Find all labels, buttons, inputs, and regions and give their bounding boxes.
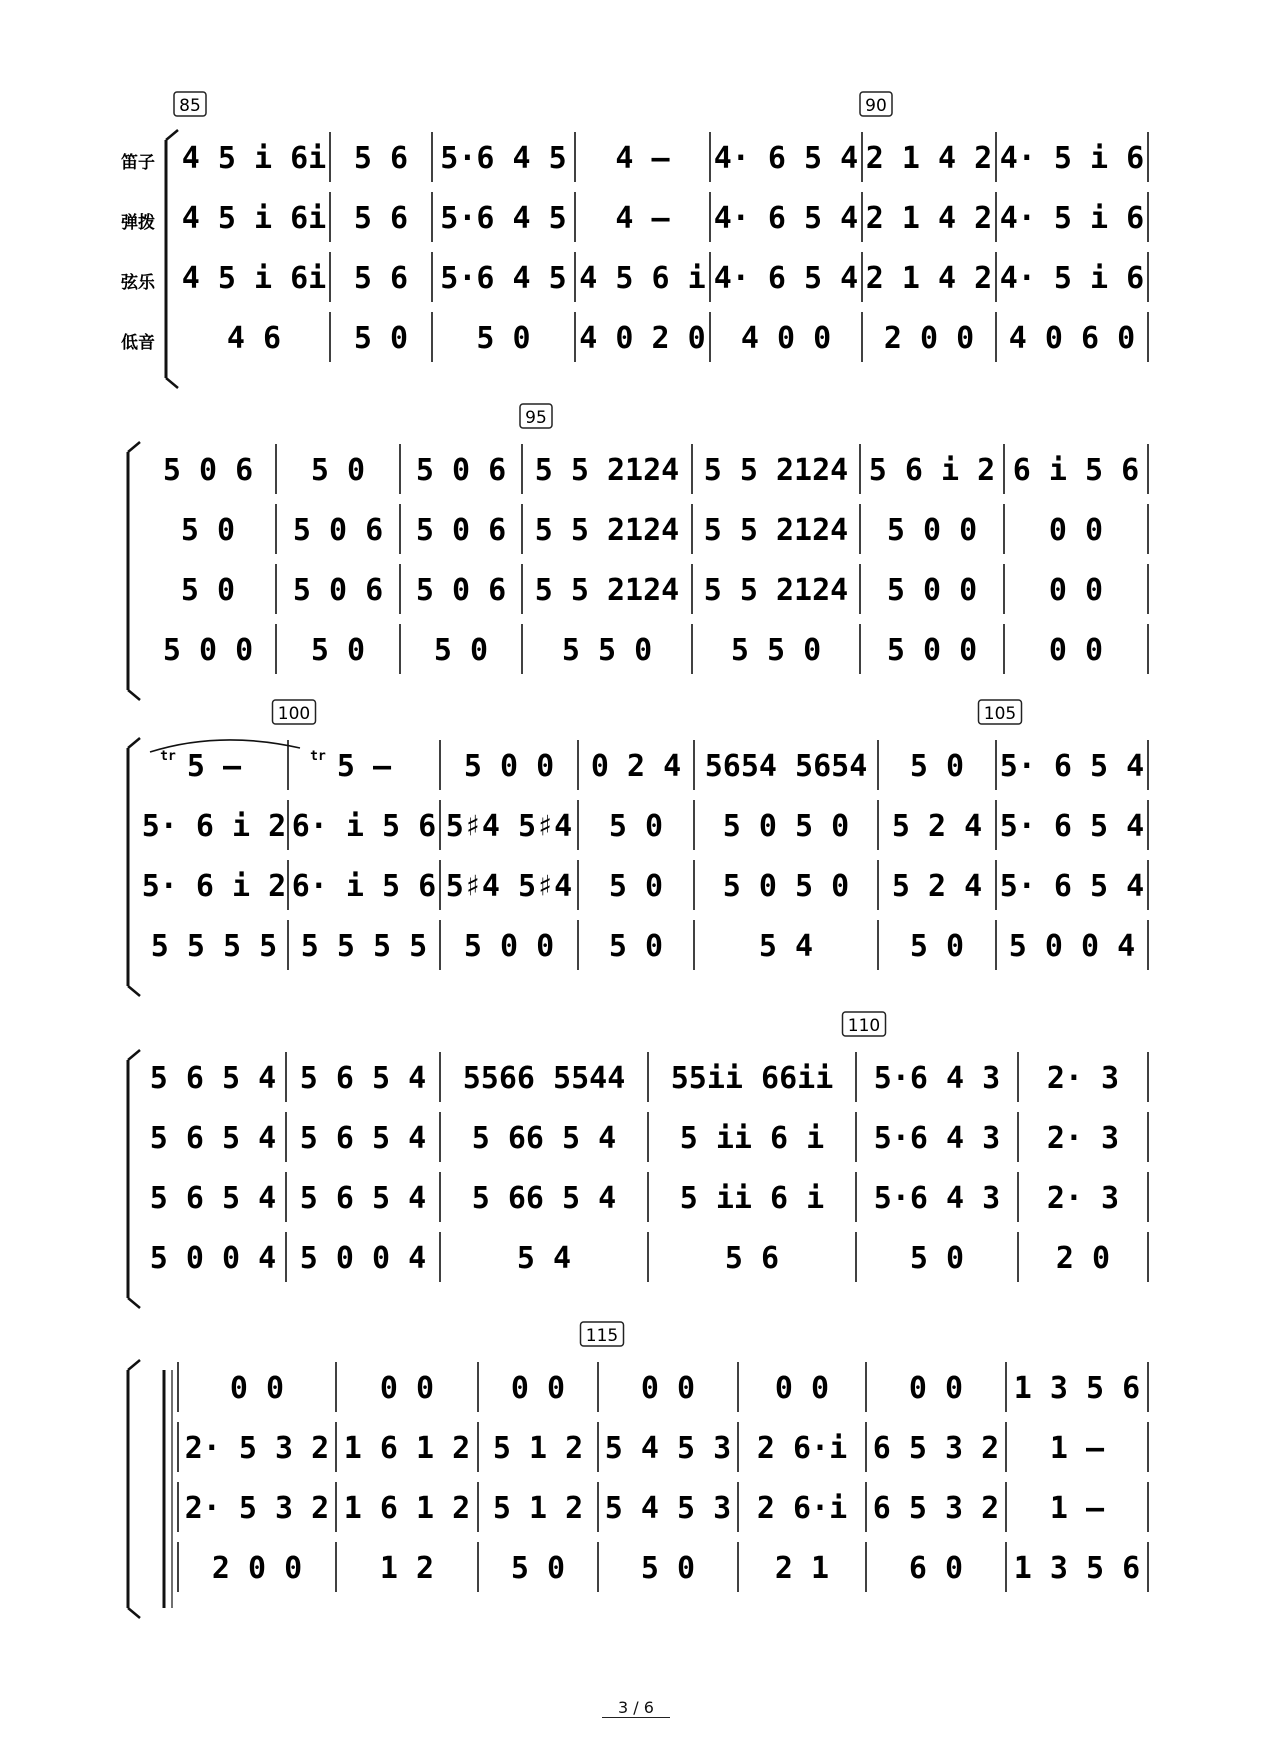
measure-notes: 5♯4 5♯4	[445, 869, 573, 904]
measure-number	[273, 700, 316, 724]
bracket-hook-top	[166, 130, 178, 140]
bracket-hook-top	[128, 1050, 140, 1060]
measure-notes: 6· i 5 6	[291, 809, 437, 844]
measure-number	[581, 1322, 624, 1346]
svg-text:85: 85	[179, 96, 201, 116]
measure-notes: 5· 6 i 2	[141, 869, 287, 904]
measure-notes: 4 0 2 0	[579, 321, 706, 356]
measure-notes: 5 5 2124	[534, 453, 680, 488]
measure-notes: 5 6 5 4	[149, 1061, 277, 1096]
measure-notes: 5 0	[433, 633, 489, 668]
bracket-hook-bottom	[128, 1608, 140, 1618]
measure-notes: 2 6·i	[756, 1431, 848, 1466]
measure-notes: 5 6	[353, 141, 409, 176]
measure-notes: 5 0 6	[415, 453, 507, 488]
measure-notes: 5 6	[724, 1241, 780, 1276]
measure-number	[979, 700, 1022, 724]
measure-notes: 1 6 1 2	[343, 1431, 471, 1466]
measure-notes: 5 1 2	[492, 1431, 584, 1466]
svg-text:105: 105	[983, 704, 1017, 724]
measure-notes: 2· 3	[1046, 1181, 1120, 1216]
measure-number	[174, 92, 206, 116]
measure-notes: 1 –	[1049, 1491, 1105, 1526]
bracket-hook-bottom	[166, 378, 178, 388]
measure-notes: 5 5 2124	[534, 573, 680, 608]
page-number: 3 / 6	[0, 1698, 1272, 1718]
measure-notes: 5·6 4 5	[440, 201, 567, 236]
measure-notes: 5·6 4 3	[873, 1061, 1001, 1096]
measure-notes: 5♯4 5♯4	[445, 809, 573, 844]
measure-notes: 1 3 5 6	[1013, 1371, 1141, 1406]
measure-notes: 5 5 2124	[534, 513, 680, 548]
measure-notes: 4· 5 i 6	[999, 201, 1145, 236]
measure-notes: 5 0 0	[162, 633, 254, 668]
bracket-hook-top	[128, 738, 140, 748]
measure-notes: 4 5 i 6i	[181, 201, 327, 236]
measure-number	[520, 404, 552, 428]
measure-notes: 5 0 0 4	[149, 1241, 277, 1276]
svg-text:95: 95	[525, 408, 547, 428]
measure-notes: 5 1 2	[492, 1491, 584, 1526]
measure-notes: 0 0	[1048, 513, 1104, 548]
measure-notes: 5 4 5 3	[604, 1431, 732, 1466]
measure-notes: 5 0	[310, 453, 366, 488]
measure-notes: 4 0 6 0	[1008, 321, 1136, 356]
measure-notes: 5 0	[310, 633, 366, 668]
measure-notes: 4· 6 5 4	[713, 201, 859, 236]
measure-notes: 5 2 4	[891, 809, 983, 844]
measure-notes: 4 6	[226, 321, 282, 356]
measure-notes: 5 0 6	[162, 453, 254, 488]
instrument-label: 弹拨	[121, 213, 155, 233]
measure-number	[843, 1012, 886, 1036]
measure-notes: 5 6 5 4	[299, 1181, 427, 1216]
measure-notes: 2· 5 3 2	[184, 1431, 330, 1466]
measure-notes: 0 0	[1048, 633, 1104, 668]
measure-notes: 5 5 2124	[703, 513, 849, 548]
measure-notes: 2 0 0	[883, 321, 975, 356]
measure-notes: 5 6 5 4	[149, 1181, 277, 1216]
measure-notes: 2 0 0	[211, 1551, 303, 1586]
measure-notes: 5 0 0	[886, 573, 978, 608]
trill-mark: tr	[310, 749, 326, 764]
measure-notes: 5 0 5 0	[722, 809, 850, 844]
measure-notes: 5 0 0 4	[1008, 929, 1136, 964]
measure-notes: 6 0	[908, 1551, 964, 1586]
measure-notes: 5566 5544	[462, 1061, 626, 1096]
bracket-hook-bottom	[128, 690, 140, 700]
measure-notes: 5 66 5 4	[471, 1121, 617, 1156]
measure-notes: 0 0	[640, 1371, 696, 1406]
measure-notes: 5 0 0	[886, 513, 978, 548]
measure-notes: 5 –	[186, 749, 242, 784]
measure-notes: 5 0 6	[415, 573, 507, 608]
measure-notes: 5 4	[516, 1241, 572, 1276]
svg-text:115: 115	[585, 1326, 619, 1346]
measure-notes: 5 0 0	[886, 633, 978, 668]
svg-text:90: 90	[865, 96, 887, 116]
measure-notes: 5· 6 5 4	[999, 809, 1145, 844]
svg-text:100: 100	[277, 704, 311, 724]
measure-notes: 5 0	[510, 1551, 566, 1586]
measure-notes: 5·6 4 5	[440, 261, 567, 296]
measure-notes: 5 0	[180, 573, 236, 608]
measure-notes: 0 0	[510, 1371, 566, 1406]
measure-notes: 5 5 2124	[703, 453, 849, 488]
measure-notes: 5 66 5 4	[471, 1181, 617, 1216]
measure-notes: 5 5 0	[730, 633, 822, 668]
measure-notes: 4· 5 i 6	[999, 261, 1145, 296]
measure-notes: 5·6 4 5	[440, 141, 567, 176]
measure-notes: 55ii 66ii	[670, 1061, 834, 1096]
measure-notes: 5 4	[758, 929, 814, 964]
measure-notes: 5 0	[909, 929, 965, 964]
svg-text:110: 110	[847, 1016, 881, 1036]
measure-notes: 5 6 i 2	[868, 453, 996, 488]
instrument-label: 弦乐	[121, 273, 155, 293]
measure-notes: 2 1 4 2	[865, 141, 993, 176]
measure-notes: 2 1 4 2	[865, 201, 993, 236]
measure-notes: 5 0	[909, 1241, 965, 1276]
measure-notes: 4 –	[615, 201, 670, 236]
measure-notes: 5 6	[353, 201, 409, 236]
bracket-hook-top	[128, 442, 140, 452]
measure-notes: 5· 6 5 4	[999, 749, 1145, 784]
measure-notes: 0 0	[774, 1371, 830, 1406]
measure-notes: 5 6	[353, 261, 409, 296]
measure-notes: 5 0 6	[292, 513, 384, 548]
measure-notes: 5 ii 6 i	[679, 1121, 825, 1156]
measure-notes: 5 0 6	[292, 573, 384, 608]
measure-notes: 6 i 5 6	[1012, 453, 1140, 488]
measure-notes: 5 5 0	[561, 633, 653, 668]
measure-notes: 5·6 4 3	[873, 1181, 1001, 1216]
measure-notes: 5 6 5 4	[299, 1061, 427, 1096]
measure-notes: 4 –	[615, 141, 670, 176]
measure-notes: 1 2	[379, 1551, 435, 1586]
measure-notes: 5 5 2124	[703, 573, 849, 608]
measure-notes: 5 0	[353, 321, 409, 356]
measure-notes: 4· 5 i 6	[999, 141, 1145, 176]
instrument-label: 笛子	[121, 153, 155, 173]
instrument-label: 低音	[121, 333, 155, 353]
measure-notes: 5·6 4 3	[873, 1121, 1001, 1156]
bracket-hook-bottom	[128, 1298, 140, 1308]
measure-notes: 2· 5 3 2	[184, 1491, 330, 1526]
measure-notes: 5 0 5 0	[722, 869, 850, 904]
measure-number	[860, 92, 892, 116]
measure-notes: 2 6·i	[756, 1491, 848, 1526]
measure-notes: 4 5 i 6i	[181, 141, 327, 176]
bracket-hook-top	[128, 1360, 140, 1370]
measure-notes: 2· 3	[1046, 1121, 1120, 1156]
measure-notes: 5 0	[608, 929, 664, 964]
bracket-hook-bottom	[128, 986, 140, 996]
measure-notes: 2· 3	[1046, 1061, 1120, 1096]
measure-notes: 5· 6 5 4	[999, 869, 1145, 904]
measure-notes: 5 ii 6 i	[679, 1181, 825, 1216]
measure-notes: 4· 6 5 4	[713, 141, 859, 176]
measure-notes: 0 0	[379, 1371, 435, 1406]
measure-notes: 5 0 6	[415, 513, 507, 548]
measure-notes: 5 0 0	[463, 749, 555, 784]
measure-notes: 0 0	[229, 1371, 285, 1406]
measure-notes: 2 0	[1055, 1241, 1111, 1276]
measure-notes: 5 0	[608, 869, 664, 904]
measure-notes: 2 1	[774, 1551, 830, 1586]
measure-notes: 5 0 0	[463, 929, 555, 964]
measure-notes: 5· 6 i 2	[141, 809, 287, 844]
measure-notes: 0 2 4	[590, 749, 682, 784]
measure-notes: 5 0	[608, 809, 664, 844]
measure-notes: 5 6 5 4	[299, 1121, 427, 1156]
measure-notes: 6 5 3 2	[872, 1491, 1000, 1526]
measure-notes: 4 0 0	[740, 321, 832, 356]
measure-notes: 5 2 4	[891, 869, 983, 904]
measure-notes: 5 0	[476, 321, 531, 356]
measure-notes: 5 –	[336, 749, 392, 784]
measure-notes: 5 0 0 4	[299, 1241, 427, 1276]
measure-notes: 0 0	[1048, 573, 1104, 608]
measure-notes: 5 6 5 4	[149, 1121, 277, 1156]
measure-notes: 1 –	[1049, 1431, 1105, 1466]
measure-notes: 4 5 i 6i	[181, 261, 327, 296]
measure-notes: 1 3 5 6	[1013, 1551, 1141, 1586]
measure-notes: 2 1 4 2	[865, 261, 993, 296]
measure-notes: 5 0	[909, 749, 965, 784]
measure-notes: 5 0	[640, 1551, 696, 1586]
measure-notes: 5 0	[180, 513, 236, 548]
measure-notes: 0 0	[908, 1371, 964, 1406]
measure-notes: 5 5 5 5	[300, 929, 428, 964]
measure-notes: 6· i 5 6	[291, 869, 437, 904]
measure-notes: 4 5 6 i	[579, 261, 706, 296]
trill-mark: tr	[160, 749, 176, 764]
measure-notes: 5 5 5 5	[150, 929, 278, 964]
measure-notes: 6 5 3 2	[872, 1431, 1000, 1466]
measure-notes: 4· 6 5 4	[713, 261, 859, 296]
measure-notes: 5 4 5 3	[604, 1491, 732, 1526]
measure-notes: 5654 5654	[704, 749, 868, 784]
measure-notes: 1 6 1 2	[343, 1491, 471, 1526]
